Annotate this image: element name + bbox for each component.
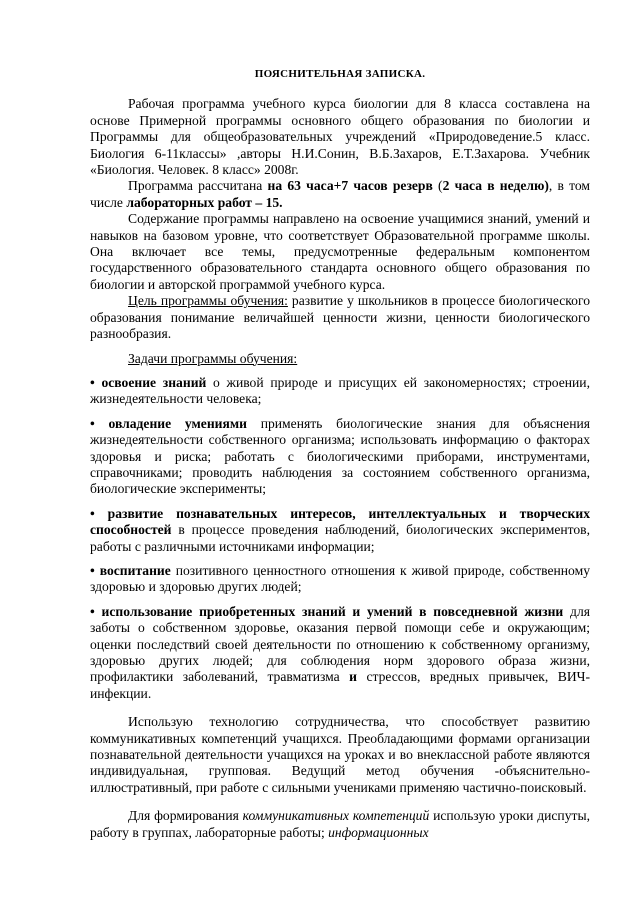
paragraph-technology: Использую технологию сотрудничества, что способствует развитию коммуникативных компетенций учащихся. Преобладающими формами организации познавательной деятельности учащихся на уроках и во внеклассной работе являются индивидуальная, групповая. Ведущий метод обучения -объяснительно-иллюстративный, при работе с сильными учениками применяю частично-поисковый. — [90, 714, 590, 795]
task-bold: • овладение умениями — [90, 415, 247, 431]
page-title: ПОЯСНИТЕЛЬНАЯ ЗАПИСКА. — [254, 68, 426, 80]
task-bold: • воспитание — [90, 562, 171, 578]
task-text: позитивного ценностного отношения к живой природе, собственному здоровью и здоровью других людей; — [90, 562, 590, 595]
tasks-heading: Задачи программы обучения: — [128, 350, 298, 366]
hours-mid2: , в том числе — [90, 178, 591, 210]
competencies-communicative: коммуникативных компетенций — [242, 808, 430, 824]
task-text-end: стрессов, вредных привычек, ВИЧ-инфекции. — [90, 669, 591, 701]
task-text: о живой природе и присущих ей закономерностях; строении, жизнедеятельности человека; — [90, 374, 590, 407]
paragraph-intro: Рабочая программа учебного курса биологии для 8 класса составлена на основе Примерной программы основного общего образования по биологии и Программы для общеобразовательных учреждений «Природоведение.5 класс. Биология 6-11классы» ,авторы Н.И.Сонин, В.Б.Захаров, Е.Т.Захарова. Учебник «Биология. Человек. 8 класс» 2008г. — [90, 96, 590, 178]
task-text: применять биологические знания для объяснения жизнедеятельности собственного организма; использовать информацию о факторах здоровья и риска; работать с биологическими приборами, инструментами, справочниками; проводить наблюдения за состоянием собственного организма, биологические эксперименты; — [90, 415, 590, 497]
paragraph-competencies — [90, 808, 590, 841]
goal-label: Цель программы обучения: — [128, 293, 288, 309]
hours-weekly: 2 часа в неделю) — [442, 178, 549, 194]
task-item-skills — [90, 416, 590, 498]
competencies-mid: использую уроки диспуты, работу в группах, лабораторные работы; — [90, 808, 590, 840]
task-item-application — [90, 604, 590, 702]
document-page — [90, 66, 590, 841]
task-bold: • развитие познавательных интересов, интеллектуальных и творческих способностей — [90, 505, 590, 538]
task-bold: • освоение знаний — [90, 374, 207, 390]
hours-total: на 63 часа+7 часов резерв — [267, 178, 433, 194]
competencies-informational: информационных — [328, 824, 429, 840]
hours-mid1: ( — [432, 178, 443, 194]
paragraph-content: Содержание программы направлено на освоение учащимися знаний, умений и навыков на базовом уровне, что соответствует Образовательной программе школы. Она включает все темы, предусмотренные федеральным компонентом государственного образовательного стандарта основного общего образования по биологии и авторской программой учебного курса. — [90, 211, 590, 292]
paragraph-hours — [90, 178, 590, 211]
task-text: в процессе проведения наблюдений, биологических экспериментов, работы с различными источниками информации; — [90, 522, 590, 554]
lab-works: лабораторных работ – 15. — [126, 194, 283, 210]
task-bold-and: и — [349, 669, 357, 685]
task-bold: • использование приобретенных знаний и умений в повседневной жизни — [90, 603, 564, 619]
task-item-development — [90, 506, 590, 555]
task-text: для заботы о собственном здоровье, оказания первой помощи себе и окружающим; оценки последствий своей деятельности по отношению к собственному организму, здоровью других людей; для соблюдения норм здорового образа жизни, профилактики заболеваний, травматизма — [90, 603, 590, 685]
paragraph-goal — [90, 293, 590, 342]
task-item-knowledge — [90, 375, 590, 408]
competencies-pre: Для формирования — [128, 808, 243, 824]
goal-text: развитие у школьников в процессе биологического образования понимание величайшей ценности жизни, ценности биологического разнообразия. — [90, 293, 591, 342]
hours-pre: Программа рассчитана — [128, 178, 268, 194]
task-item-upbringing — [90, 563, 590, 596]
